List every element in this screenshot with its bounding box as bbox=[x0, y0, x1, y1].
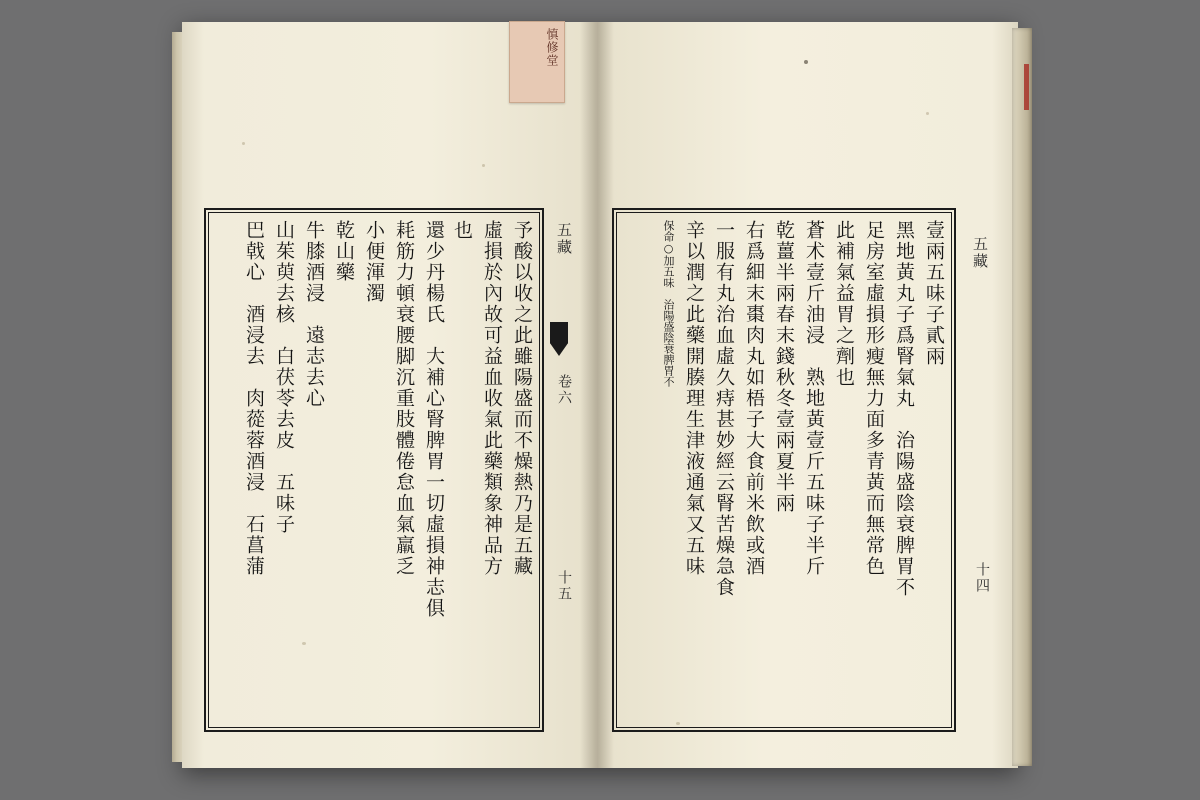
left-page bbox=[182, 22, 596, 768]
text-column: 一服有丸治血虛久痔甚妙經云腎苦燥急食 bbox=[713, 220, 735, 598]
open-book bbox=[182, 22, 1018, 768]
text-column: 壹兩五味子貳兩 bbox=[923, 220, 945, 367]
text-column: 乾薑半兩春末錢秋冬壹兩夏半兩 bbox=[773, 220, 795, 514]
right-fore-edge bbox=[1012, 28, 1032, 766]
margin-volume: 卷六 bbox=[556, 374, 572, 406]
paper-mark bbox=[804, 60, 808, 64]
text-column: 予酸以收之此雖陽盛而不燥熱乃是五藏 bbox=[511, 220, 533, 577]
margin-heading: 五藏 bbox=[971, 236, 989, 270]
right-text-frame bbox=[612, 208, 956, 732]
text-column: 乾山藥 bbox=[333, 220, 355, 283]
margin-page-number: 十四 bbox=[974, 562, 990, 594]
text-column: 耗筋力頓衰腰脚沉重肢體倦怠血氣羸乏 bbox=[393, 220, 415, 577]
text-column: 虛損於內故可益血收氣此藥類象神品方 bbox=[481, 220, 503, 577]
left-columns bbox=[214, 220, 534, 722]
right-page bbox=[596, 22, 1018, 768]
text-column: 牛膝酒浸 遠志去心 bbox=[303, 220, 325, 409]
text-column: 山茱萸去核 白茯苓去皮 五味子 bbox=[273, 220, 295, 535]
text-column: 足房室虛損形瘦無力面多青黃而無常色 bbox=[863, 220, 885, 577]
text-column: 此補氣益胃之劑也 bbox=[833, 220, 855, 388]
text-column: 辛以潤之此藥開腠理生津液通氣又五味 bbox=[683, 220, 705, 577]
red-edge-mark bbox=[1024, 64, 1029, 110]
text-column: 右爲細末棗肉丸如梧子大食前米飲或酒 bbox=[743, 220, 765, 577]
right-columns bbox=[622, 220, 946, 722]
margin-heading: 五藏 bbox=[555, 222, 573, 256]
text-column: 小便渾濁 bbox=[363, 220, 385, 304]
text-column: 還少丹楊氏 大補心腎脾胃一切虛損神志俱 bbox=[423, 220, 445, 619]
text-column: 蒼术壹斤油浸 熟地黃壹斤五味子半斤 bbox=[803, 220, 825, 577]
seal-label: 慎修堂 bbox=[509, 21, 565, 103]
left-text-frame bbox=[204, 208, 544, 732]
text-column: 巴戟心 酒浸去 肉蓯蓉酒浸 石菖蒲 bbox=[243, 220, 265, 577]
text-column: 黑地黃丸子爲腎氣丸 治陽盛陰衰脾胃不 bbox=[893, 220, 915, 598]
text-column: 也 bbox=[451, 220, 473, 241]
fishtail-mark bbox=[550, 322, 568, 356]
margin-page-number: 十五 bbox=[556, 570, 572, 602]
text-column-annotation: 保命○加五味 治陽盛陰衰脾胃不 bbox=[662, 220, 675, 387]
